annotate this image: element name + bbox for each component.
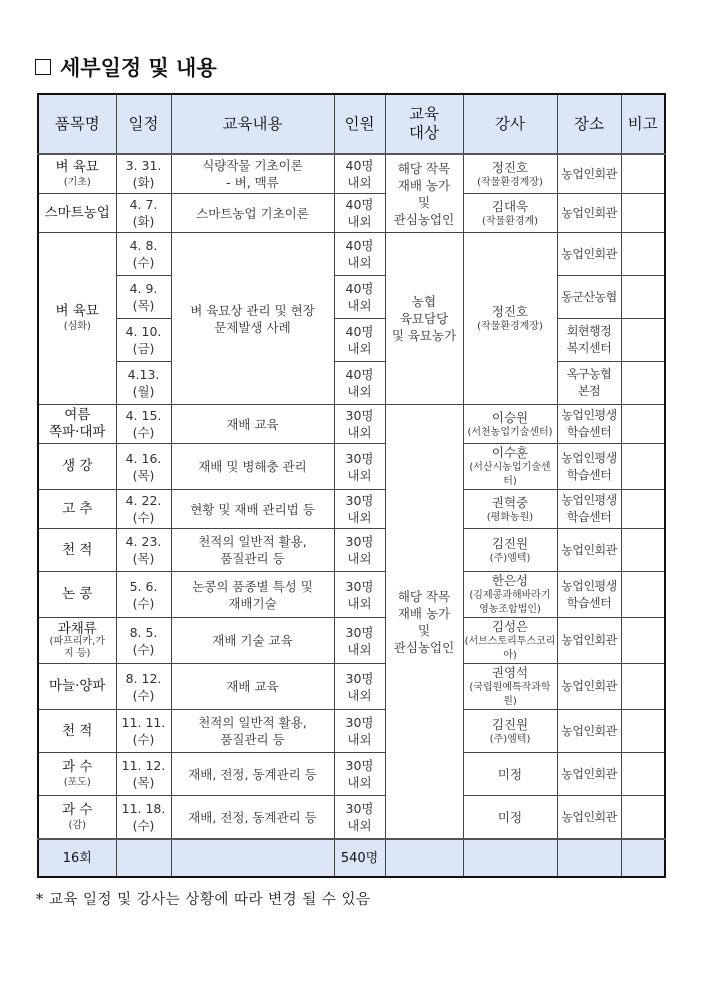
- cell-people: 30명 내외: [334, 490, 385, 529]
- cell-date: 5. 6. (수): [116, 572, 171, 618]
- header-remarks: 비고: [621, 94, 665, 154]
- cell-date: 4. 8. (수): [116, 233, 171, 276]
- cell-remarks: [621, 154, 665, 194]
- table-row: [38, 319, 665, 362]
- cell-place: 농업인회관: [557, 796, 621, 840]
- cell-place: 농업인회관: [557, 154, 621, 194]
- header-content: 교육내용: [171, 94, 334, 154]
- section-title-text: 세부일정 및 내용: [60, 56, 217, 80]
- cell-people: 40명 내외: [334, 154, 385, 194]
- cell-place: 농업인회관: [557, 710, 621, 753]
- cell-item: 여름 쪽파·대파: [38, 405, 116, 444]
- cell-remarks: [621, 796, 665, 840]
- cell-instructor: 김성은 (서브스토리투스코리아): [463, 618, 557, 664]
- cell-instructor: 김대욱 (작물환경계): [463, 194, 557, 233]
- cell-item: 벼 육묘 (기초): [38, 154, 116, 194]
- cell-content: 천적의 일반적 활용, 품질관리 등: [171, 710, 334, 753]
- cell-date: 11. 11. (수): [116, 710, 171, 753]
- cell-people: 30명 내외: [334, 444, 385, 490]
- header-target: 교육 대상: [385, 94, 463, 154]
- table-row: [38, 710, 665, 753]
- cell-people: 30명 내외: [334, 572, 385, 618]
- cell-people: 40명 내외: [334, 276, 385, 319]
- table-row: [38, 154, 665, 194]
- cell-remarks: [621, 405, 665, 444]
- cell-people: 40명 내외: [334, 233, 385, 276]
- total-empty: [385, 839, 463, 877]
- table-row: [38, 233, 665, 276]
- cell-item: 스마트농업: [38, 194, 116, 233]
- cell-date: 4.13. (월): [116, 362, 171, 405]
- cell-date: 4. 22. (수): [116, 490, 171, 529]
- cell-place: 농업인회관: [557, 618, 621, 664]
- cell-date: 4. 10. (금): [116, 319, 171, 362]
- cell-people: 30명 내외: [334, 618, 385, 664]
- cell-date: 4. 7. (화): [116, 194, 171, 233]
- header-place: 장소: [557, 94, 621, 154]
- cell-instructor: 정진호 (작물환경계장): [463, 233, 557, 405]
- cell-place: 농업인평생 학습센터: [557, 572, 621, 618]
- cell-target: 농협 육묘담당 및 육묘농가: [385, 233, 463, 405]
- empty-square-icon: [35, 59, 51, 75]
- header-people: 인원: [334, 94, 385, 154]
- cell-remarks: [621, 753, 665, 796]
- cell-place: 농업인회관: [557, 233, 621, 276]
- table-row: [38, 572, 665, 618]
- cell-remarks: [621, 618, 665, 664]
- cell-instructor: 김진원 (주)엠텍): [463, 710, 557, 753]
- table-row: [38, 490, 665, 529]
- table-row: [38, 405, 665, 444]
- cell-people: 30명 내외: [334, 710, 385, 753]
- cell-people: 30명 내외: [334, 529, 385, 572]
- cell-date: 4. 16. (목): [116, 444, 171, 490]
- cell-remarks: [621, 490, 665, 529]
- cell-place: 농업인평생 학습센터: [557, 490, 621, 529]
- cell-item: 생 강: [38, 444, 116, 490]
- cell-content: 현황 및 재배 관리법 등: [171, 490, 334, 529]
- cell-content: 천적의 일반적 활용, 품질관리 등: [171, 529, 334, 572]
- cell-content: 재배 교육: [171, 405, 334, 444]
- total-empty: [463, 839, 557, 877]
- cell-remarks: [621, 529, 665, 572]
- cell-item: 과 수 (포도): [38, 753, 116, 796]
- cell-content: 재배 교육: [171, 664, 334, 710]
- cell-remarks: [621, 233, 665, 276]
- cell-place: 농업인회관: [557, 753, 621, 796]
- cell-content: 논콩의 품종별 특성 및 재배기술: [171, 572, 334, 618]
- cell-instructor: 김진원 (주)엠텍): [463, 529, 557, 572]
- table-row: [38, 618, 665, 664]
- cell-date: 3. 31. (화): [116, 154, 171, 194]
- cell-instructor: 미정: [463, 796, 557, 840]
- total-empty: [171, 839, 334, 877]
- cell-item: 마늘·양파: [38, 664, 116, 710]
- total-empty: [621, 839, 665, 877]
- cell-date: 4. 15. (수): [116, 405, 171, 444]
- total-count: 16회: [38, 839, 116, 877]
- cell-remarks: [621, 362, 665, 405]
- cell-instructor: 이수훈 (서산시농업기술센터): [463, 444, 557, 490]
- cell-people: 40명 내외: [334, 362, 385, 405]
- cell-date: 11. 18. (수): [116, 796, 171, 840]
- cell-item: 논 콩: [38, 572, 116, 618]
- cell-people: 30명 내외: [334, 405, 385, 444]
- total-people: 540명: [334, 839, 385, 877]
- cell-content: 재배, 전정, 동계관리 등: [171, 796, 334, 840]
- cell-remarks: [621, 194, 665, 233]
- table-row: [38, 444, 665, 490]
- table-row: [38, 529, 665, 572]
- schedule-table: [37, 93, 666, 878]
- cell-instructor: 이승원 (서천농업기술센터): [463, 405, 557, 444]
- cell-place: 동군산농협: [557, 276, 621, 319]
- cell-instructor: 미정: [463, 753, 557, 796]
- cell-content: 식량작물 기초이론 - 벼, 맥류: [171, 154, 334, 194]
- cell-place: 농업인회관: [557, 529, 621, 572]
- cell-remarks: [621, 319, 665, 362]
- cell-date: 4. 9. (목): [116, 276, 171, 319]
- cell-item: 천 적: [38, 710, 116, 753]
- cell-people: 40명 내외: [334, 319, 385, 362]
- cell-instructor: 권혁중 (평화농원): [463, 490, 557, 529]
- cell-place: 농업인평생 학습센터: [557, 444, 621, 490]
- cell-place: 농업인회관: [557, 664, 621, 710]
- cell-target: 해당 작목 재배 농가 및 관심농업인: [385, 154, 463, 233]
- cell-remarks: [621, 444, 665, 490]
- cell-remarks: [621, 572, 665, 618]
- total-empty: [116, 839, 171, 877]
- cell-content: 벼 육묘상 관리 및 현장 문제발생 사례: [171, 233, 334, 405]
- cell-item: 고 추: [38, 490, 116, 529]
- cell-content: 재배 및 병해충 관리: [171, 444, 334, 490]
- cell-remarks: [621, 276, 665, 319]
- header-item: 품목명: [38, 94, 116, 154]
- cell-item: 과 수 (감): [38, 796, 116, 840]
- cell-instructor: 정진호 (작물환경계장): [463, 154, 557, 194]
- cell-item: 천 적: [38, 529, 116, 572]
- cell-content: 재배 기술 교육: [171, 618, 334, 664]
- cell-place: 옥구농협 본점: [557, 362, 621, 405]
- table-row: [38, 664, 665, 710]
- cell-date: 8. 12. (수): [116, 664, 171, 710]
- cell-content: 재배, 전정, 동계관리 등: [171, 753, 334, 796]
- cell-date: 4. 23. (목): [116, 529, 171, 572]
- table-row: [38, 796, 665, 840]
- header-instructor: 강사: [463, 94, 557, 154]
- cell-instructor: 권영석 (국립원예특작과학원): [463, 664, 557, 710]
- cell-people: 30명 내외: [334, 753, 385, 796]
- cell-remarks: [621, 664, 665, 710]
- total-empty: [557, 839, 621, 877]
- table-row: [38, 753, 665, 796]
- cell-item: 벼 육묘 (심화): [38, 233, 116, 405]
- cell-people: 30명 내외: [334, 664, 385, 710]
- table-header-row: [38, 94, 665, 154]
- cell-people: 30명 내외: [334, 796, 385, 840]
- footnote: * 교육 일정 및 강사는 상황에 따라 변경 될 수 있음: [36, 892, 371, 908]
- cell-people: 40명 내외: [334, 194, 385, 233]
- table-row: [38, 194, 665, 233]
- cell-target: 해당 작목 재배 농가 및 관심농업인: [385, 405, 463, 840]
- cell-date: 11. 12. (목): [116, 753, 171, 796]
- cell-content: 스마트농업 기초이론: [171, 194, 334, 233]
- table-row: [38, 362, 665, 405]
- cell-place: 농업인회관: [557, 194, 621, 233]
- header-date: 일정: [116, 94, 171, 154]
- table-row: [38, 276, 665, 319]
- cell-place: 농업인평생 학습센터: [557, 405, 621, 444]
- cell-remarks: [621, 710, 665, 753]
- section-title: [35, 52, 217, 82]
- cell-place: 회현행정 복지센터: [557, 319, 621, 362]
- cell-instructor: 한은성 (김제콩과해바라기 영농조합법인): [463, 572, 557, 618]
- cell-date: 8. 5. (수): [116, 618, 171, 664]
- cell-item: 과채류 (파프리카,가 지 등): [38, 618, 116, 664]
- table-total-row: [38, 839, 665, 877]
